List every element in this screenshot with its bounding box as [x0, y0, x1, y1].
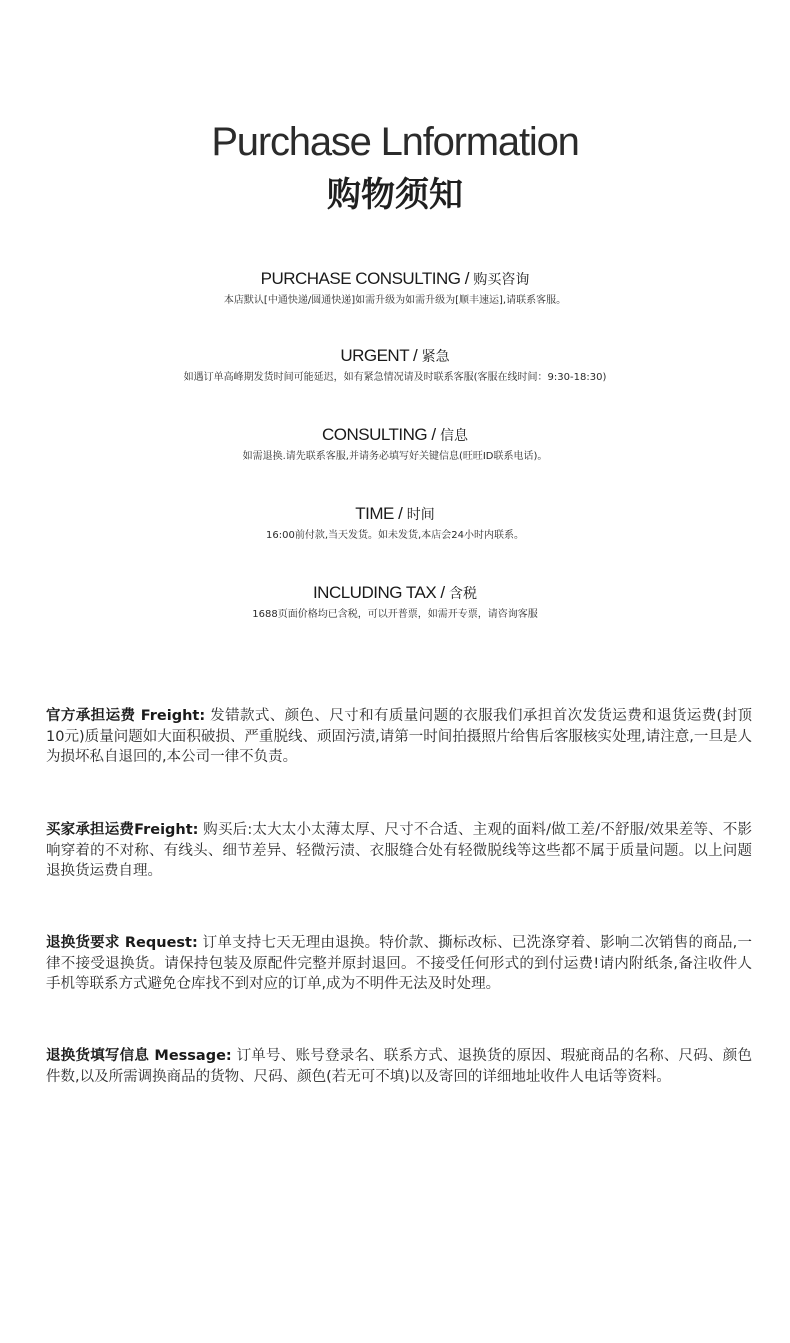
section-consulting — [0, 424, 790, 468]
section-heading: INCLUDING TAX / 含税 — [312, 583, 478, 602]
section-text: 1688页面价格均已含税，可以开普票，如需开专票，请咨询客服 — [252, 609, 538, 620]
policy-label: 退换货要求 Request: — [46, 935, 198, 951]
section-time — [0, 503, 790, 547]
section-text: 如遇订单高峰期发货时间可能延迟，如有紧急情况请及时联系客服(客服在线时间：9:30-18:30) — [183, 372, 607, 383]
section-heading: TIME / 时间 — [355, 504, 435, 523]
policy-label: 买家承担运费Freight: — [46, 822, 199, 838]
policy-buyer-freight — [46, 820, 752, 882]
section-text: 16:00前付款,当天发货。如未发货,本店会24小时内联系。 — [266, 530, 524, 541]
policy-official-freight — [46, 706, 752, 768]
policy-label: 官方承担运费 Freight: — [46, 708, 206, 724]
section-heading: PURCHASE CONSULTING / 购买咨询 — [260, 269, 530, 288]
section-heading: CONSULTING / 信息 — [321, 425, 469, 444]
page-title: Purchase Lnformation — [211, 120, 579, 164]
section-including-tax — [0, 582, 790, 626]
policy-text: 订单号、账号登录名、联系方式、退换货的原因、瑕疵商品的名称、尺码、颜色件数,以及所需调换商品的货物、尺码、颜色(若无可不填)以及寄回的详细地址收件人电话等资料。 — [46, 1048, 752, 1085]
policy-return-message — [46, 1046, 752, 1087]
section-text: 本店默认[中通快递/圆通快递]如需升级为如需升级为[顺丰速运],请联系客服。 — [223, 295, 567, 306]
section-text: 如需退换.请先联系客服,并请务必填写好关键信息(旺旺ID联系电话)。 — [242, 451, 548, 462]
policy-text: 发错款式、颜色、尺寸和有质量问题的衣服我们承担首次发货运费和退货运费(封顶10元)质量问题如大面积破损、严重脱线、顽固污渍,请第一时间拍摄照片给售后客服核实处理,请注意,一旦是人为损坏私自退回的,本公司一律不负责。 — [46, 708, 752, 765]
policy-text: 订单支持七天无理由退换。特价款、撕标改标、已洗涤穿着、影响二次销售的商品,一律不接受退换货。请保持包装及原配件完整并原封退回。不接受任何形式的到付运费!请内附纸条,备注收件人手机等联系方式避免仓库找不到对应的订单,成为不明件无法及时处理。 — [46, 935, 752, 992]
page-subtitle: 购物须知 — [327, 175, 463, 215]
policy-return-request — [46, 933, 752, 995]
policy-text: 购买后:太大太小太薄太厚、尺寸不合适、主观的面料/做工差/不舒服/效果差等、不影响穿着的不对称、有线头、细节差异、轻微污渍、衣服缝合处有轻微脱线等这些都不属于质量问题。以上问题退换货运费自理。 — [46, 822, 752, 879]
section-heading: URGENT / 紧急 — [340, 346, 450, 365]
policy-label: 退换货填写信息 Message: — [46, 1048, 232, 1064]
section-urgent — [0, 345, 790, 389]
section-purchase-consulting — [0, 268, 790, 312]
